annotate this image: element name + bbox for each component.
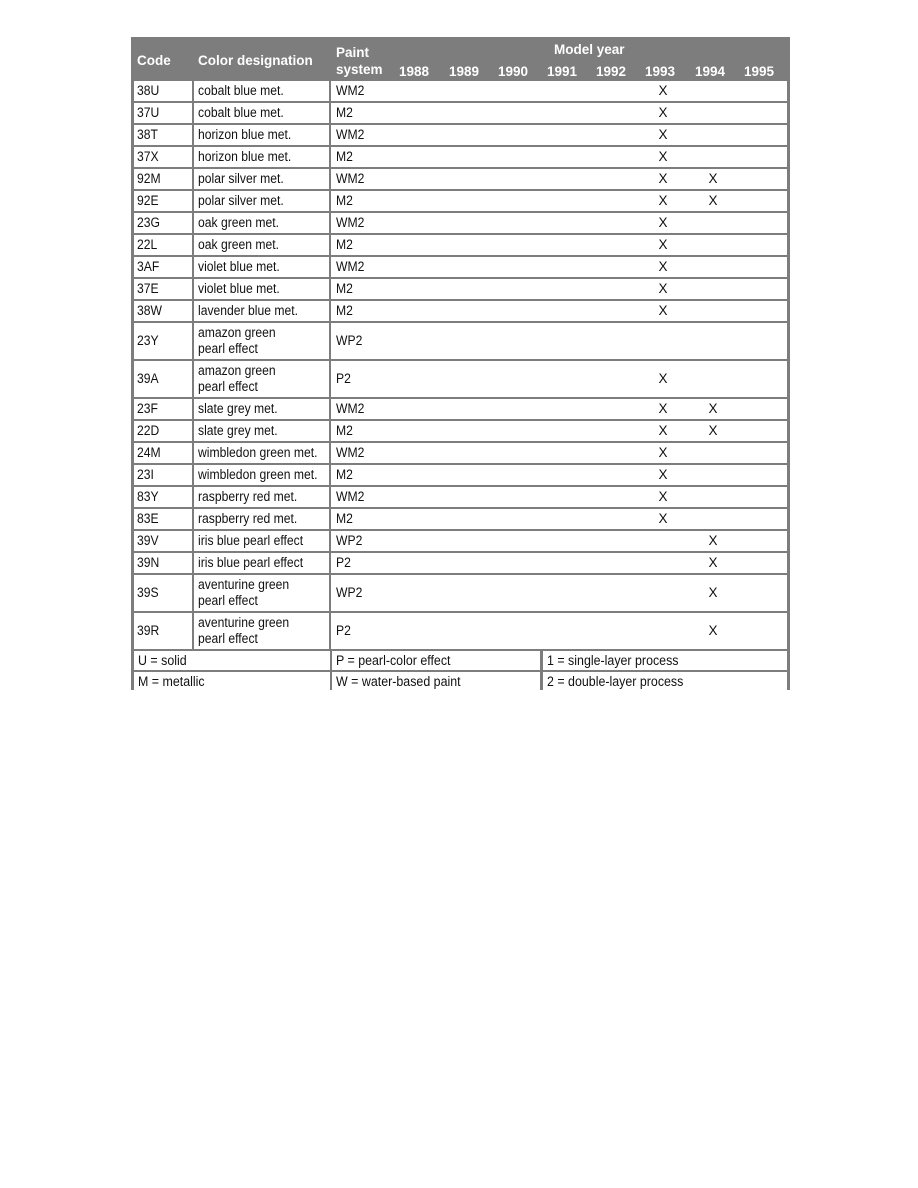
year-mark-1993: X <box>658 467 668 482</box>
cell-code: 37U <box>137 105 160 120</box>
column-divider <box>329 575 331 611</box>
table-row <box>134 125 787 145</box>
cell-code: 92M <box>137 171 161 186</box>
header-year-1995: 1995 <box>744 64 775 79</box>
column-divider <box>192 613 194 649</box>
header-year-1989: 1989 <box>449 64 480 79</box>
cell-code: 39V <box>137 533 159 548</box>
cell-paint-system: M2 <box>336 193 353 208</box>
year-mark-1993: X <box>658 237 668 252</box>
column-divider <box>192 301 194 321</box>
year-mark-1993: X <box>658 303 668 318</box>
year-mark-1993: X <box>658 83 668 98</box>
year-mark-1994: X <box>708 623 718 638</box>
cell-paint-system: M2 <box>336 105 353 120</box>
cell-paint-system: P2 <box>336 623 351 638</box>
year-mark-1993: X <box>658 371 668 386</box>
year-mark-1994: X <box>708 585 718 600</box>
cell-color-designation: raspberry red met. <box>198 511 298 526</box>
column-divider <box>329 103 331 123</box>
year-mark-1994: X <box>708 423 718 438</box>
cell-color-designation: pearl effect <box>198 631 258 646</box>
legend-cell <box>134 672 330 691</box>
cell-code: 38T <box>137 127 158 142</box>
cell-color-designation: oak green met. <box>198 237 280 252</box>
cell-code: 23Y <box>137 333 159 348</box>
cell-color-designation: pearl effect <box>198 379 258 394</box>
column-divider <box>192 147 194 167</box>
cell-color-designation: horizon blue met. <box>198 127 292 142</box>
column-divider <box>329 125 331 145</box>
table-row <box>134 613 787 649</box>
cell-paint-system: P2 <box>336 555 351 570</box>
column-divider <box>192 279 194 299</box>
cell-code: 37X <box>137 149 159 164</box>
cell-color-designation: iris blue pearl effect <box>198 555 304 570</box>
column-divider <box>192 531 194 551</box>
cell-paint-system: M2 <box>336 149 353 164</box>
year-mark-1994: X <box>708 401 718 416</box>
column-divider <box>329 399 331 419</box>
column-divider <box>329 465 331 485</box>
header-year-1990: 1990 <box>498 64 529 79</box>
cell-code: 38U <box>137 83 160 98</box>
table-row <box>134 487 787 507</box>
column-divider <box>192 125 194 145</box>
cell-paint-system: WP2 <box>336 333 363 348</box>
cell-code: 83E <box>137 511 159 526</box>
column-divider <box>192 465 194 485</box>
cell-color-designation: violet blue met. <box>198 259 280 274</box>
cell-color-designation: violet blue met. <box>198 281 280 296</box>
cell-code: 92E <box>137 193 159 208</box>
column-divider <box>329 323 331 359</box>
legend-cell <box>134 651 330 670</box>
table-row <box>134 191 787 211</box>
cell-paint-system: M2 <box>336 237 353 252</box>
cell-code: 3AF <box>137 259 160 274</box>
table-row <box>134 531 787 551</box>
cell-color-designation: polar silver met. <box>198 171 284 186</box>
legend-text: P = pearl-color effect <box>336 653 451 668</box>
year-mark-1993: X <box>658 105 668 120</box>
column-divider <box>329 487 331 507</box>
column-divider <box>192 361 194 397</box>
cell-paint-system: M2 <box>336 281 353 296</box>
table-row <box>134 147 787 167</box>
table-row <box>134 279 787 299</box>
cell-paint-system: WM2 <box>336 445 365 460</box>
cell-code: 22L <box>137 237 158 252</box>
year-mark-1993: X <box>658 193 668 208</box>
cell-color-designation: wimbledon green met. <box>198 445 318 460</box>
column-divider <box>329 553 331 573</box>
column-divider <box>192 213 194 233</box>
column-divider <box>329 613 331 649</box>
cell-color-designation: lavender blue met. <box>198 303 298 318</box>
table-row <box>134 553 787 573</box>
cell-paint-system: M2 <box>336 467 353 482</box>
cell-color-designation: slate grey met. <box>198 401 278 416</box>
header-code: Code <box>137 53 171 68</box>
year-mark-1993: X <box>658 171 668 186</box>
table-row <box>134 213 787 233</box>
column-divider <box>192 169 194 189</box>
table-row <box>134 509 787 529</box>
year-mark-1993: X <box>658 511 668 526</box>
column-divider <box>329 301 331 321</box>
column-divider <box>329 531 331 551</box>
year-mark-1993: X <box>658 149 668 164</box>
column-divider <box>329 235 331 255</box>
cell-paint-system: WM2 <box>336 83 365 98</box>
cell-color-designation: cobalt blue met. <box>198 83 284 98</box>
cell-color-designation: raspberry red met. <box>198 489 298 504</box>
column-divider <box>329 421 331 441</box>
column-divider <box>329 443 331 463</box>
column-divider <box>329 191 331 211</box>
cell-paint-system: M2 <box>336 511 353 526</box>
legend-cell <box>332 651 540 670</box>
header-year-1993: 1993 <box>645 64 676 79</box>
cell-paint-system: WM2 <box>336 489 365 504</box>
year-mark-1993: X <box>658 423 668 438</box>
year-mark-1993: X <box>658 215 668 230</box>
column-divider <box>192 575 194 611</box>
cell-paint-system: WP2 <box>336 585 363 600</box>
legend-cell <box>543 672 787 691</box>
year-mark-1993: X <box>658 127 668 142</box>
column-divider <box>329 147 331 167</box>
cell-code: 23I <box>137 467 154 482</box>
header-paint-system-line2: system <box>336 62 383 77</box>
cell-color-designation: pearl effect <box>198 341 258 356</box>
year-mark-1993: X <box>658 401 668 416</box>
cell-paint-system: WM2 <box>336 215 365 230</box>
cell-color-designation: horizon blue met. <box>198 149 292 164</box>
year-mark-1994: X <box>708 555 718 570</box>
cell-color-designation: amazon green <box>198 363 276 378</box>
header-year-1988: 1988 <box>399 64 430 79</box>
column-divider <box>192 81 194 101</box>
legend-cell <box>543 651 787 670</box>
cell-code: 83Y <box>137 489 159 504</box>
column-divider <box>329 509 331 529</box>
table-row <box>134 399 787 419</box>
year-mark-1993: X <box>658 445 668 460</box>
header-year-1994: 1994 <box>695 64 726 79</box>
year-mark-1993: X <box>658 259 668 274</box>
header-year-1992: 1992 <box>596 64 627 79</box>
legend-text: U = solid <box>138 653 187 668</box>
column-divider <box>329 257 331 277</box>
column-divider <box>329 279 331 299</box>
table-row <box>134 103 787 123</box>
year-mark-1993: X <box>658 281 668 296</box>
table-row <box>134 169 787 189</box>
cell-color-designation: slate grey met. <box>198 423 278 438</box>
cell-color-designation: oak green met. <box>198 215 280 230</box>
column-divider <box>329 213 331 233</box>
column-divider <box>192 421 194 441</box>
table-row <box>134 443 787 463</box>
table-row <box>134 235 787 255</box>
paint-code-table <box>131 37 790 690</box>
cell-paint-system: WM2 <box>336 127 365 142</box>
header-color-designation: Color designation <box>198 53 313 68</box>
column-divider <box>192 191 194 211</box>
legend-cell <box>332 672 540 691</box>
cell-color-designation: aventurine green <box>198 615 290 630</box>
column-divider <box>192 235 194 255</box>
cell-code: 39A <box>137 371 159 386</box>
cell-code: 39R <box>137 623 160 638</box>
table-row <box>134 323 787 359</box>
table-row <box>134 81 787 101</box>
cell-code: 23G <box>137 215 160 230</box>
table-row <box>134 421 787 441</box>
cell-paint-system: WP2 <box>336 533 363 548</box>
cell-color-designation: pearl effect <box>198 593 258 608</box>
table-row <box>134 361 787 397</box>
cell-color-designation: polar silver met. <box>198 193 284 208</box>
column-divider <box>192 399 194 419</box>
cell-color-designation: aventurine green <box>198 577 290 592</box>
header-paint-system-line1: Paint <box>336 45 370 60</box>
column-divider <box>192 553 194 573</box>
cell-code: 39N <box>137 555 160 570</box>
cell-paint-system: M2 <box>336 423 353 438</box>
table-row <box>134 465 787 485</box>
cell-code: 38W <box>137 303 162 318</box>
column-divider <box>329 169 331 189</box>
cell-code: 24M <box>137 445 161 460</box>
legend-text: M = metallic <box>138 674 205 689</box>
table-row <box>134 301 787 321</box>
cell-code: 23F <box>137 401 158 416</box>
cell-paint-system: WM2 <box>336 401 365 416</box>
column-divider <box>192 443 194 463</box>
year-mark-1993: X <box>658 489 668 504</box>
cell-code: 37E <box>137 281 159 296</box>
table-row <box>134 257 787 277</box>
legend-text: 2 = double-layer process <box>547 674 684 689</box>
cell-paint-system: M2 <box>336 303 353 318</box>
legend-text: 1 = single-layer process <box>547 653 679 668</box>
header-model-year: Model year <box>554 42 625 57</box>
year-mark-1994: X <box>708 171 718 186</box>
cell-paint-system: P2 <box>336 371 351 386</box>
cell-color-designation: amazon green <box>198 325 276 340</box>
year-mark-1994: X <box>708 193 718 208</box>
column-divider <box>192 509 194 529</box>
cell-color-designation: iris blue pearl effect <box>198 533 304 548</box>
cell-color-designation: cobalt blue met. <box>198 105 284 120</box>
column-divider <box>192 323 194 359</box>
column-divider <box>192 257 194 277</box>
cell-color-designation: wimbledon green met. <box>198 467 318 482</box>
column-divider <box>192 487 194 507</box>
cell-code: 39S <box>137 585 159 600</box>
column-divider <box>192 103 194 123</box>
column-divider <box>329 361 331 397</box>
cell-paint-system: WM2 <box>336 259 365 274</box>
cell-paint-system: WM2 <box>336 171 365 186</box>
table-row <box>134 575 787 611</box>
legend-text: W = water-based paint <box>336 674 461 689</box>
year-mark-1994: X <box>708 533 718 548</box>
column-divider <box>329 81 331 101</box>
cell-code: 22D <box>137 423 160 438</box>
header-year-1991: 1991 <box>547 64 578 79</box>
